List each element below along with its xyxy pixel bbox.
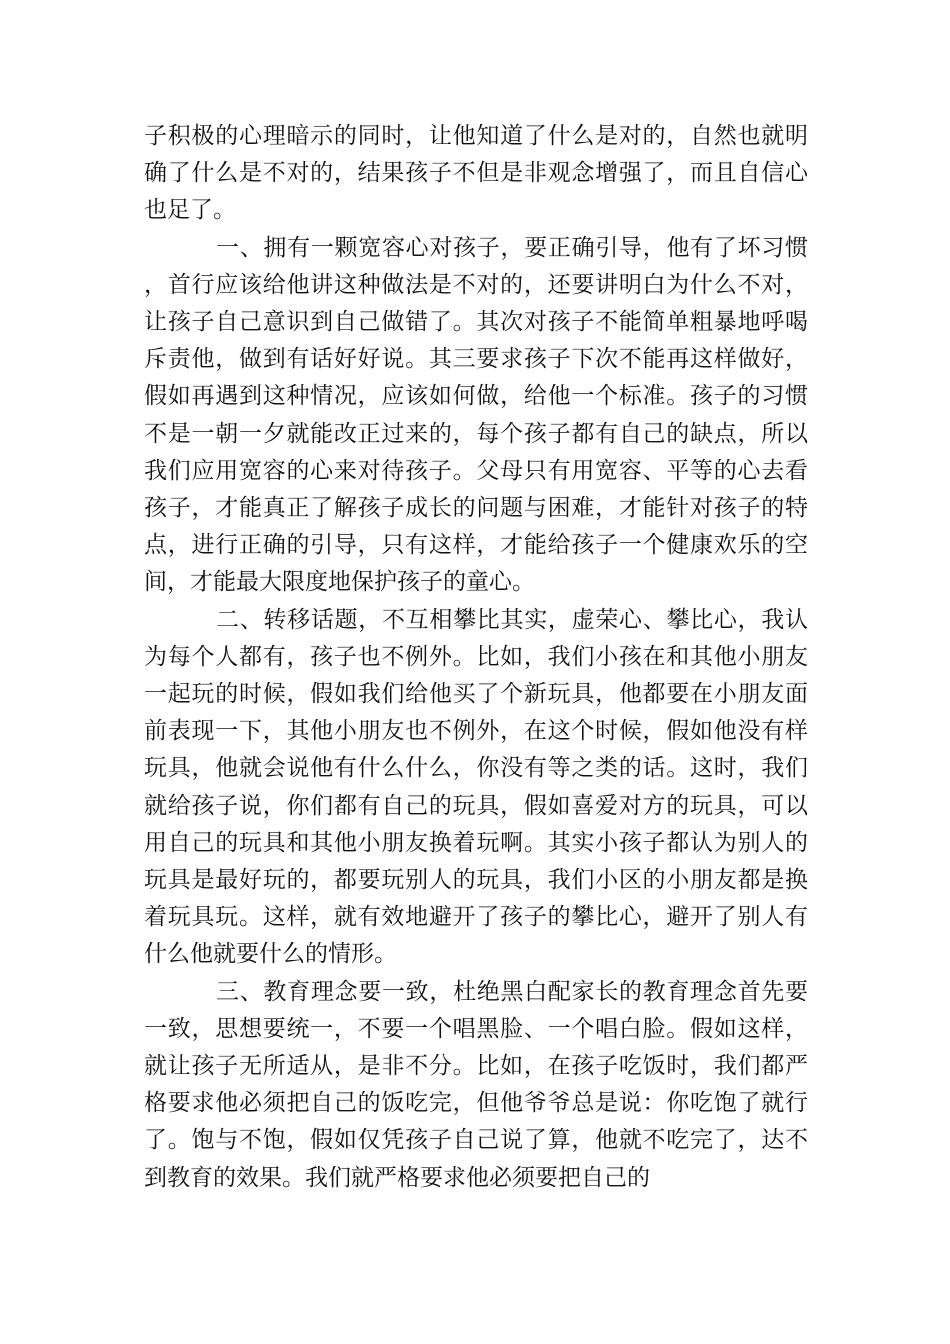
paragraph-tolerance: 一、拥有一颗宽容心对孩子，要正确引导，他有了坏习惯，首行应该给他讲这种做法是不对的，还要讲明白为什么不对，让孩子自己意识到自己做错了。其次对孩子不能简单粗暴地呼喝斥责他，做到有话好好说。其三要求孩子下次不能再这样做好，假如再遇到这种情况，应该如何做，给他一个标准。孩子的习惯不是一朝一夕就能改正过来的，每个孩子都有自己的缺点，所以我们应用宽容的心来对待孩子。父母只有用宽容、平等的心去看孩子，才能真正了解孩子成长的问题与困难，才能针对孩子的特点，进行正确的引导，只有这样，才能给孩子一个健康欢乐的空间，才能最大限度地保护孩子的童心。 [144,234,808,596]
paragraph-no-comparison: 二、转移话题，不互相攀比其实，虚荣心、攀比心，我认为每个人都有，孩子也不例外。比如，我们小孩在和其他小朋友一起玩的时候，假如我们给他买了个新玩具，他都要在小朋友面前表现一下，其他小朋友也不例外，在这个时候，假如他没有样玩具，他就会说他有什么什么，你没有等之类的话。这时，我们就给孩子说，你们都有自己的玩具，假如喜爱对方的玩具，可以用自己的玩具和其他小朋友换着玩啊。其实小孩子都认为别人的玩具是最好玩的，都要玩别人的玩具，我们小区的小朋友都是换着玩具玩。这样，就有效地避开了孩子的攀比心，避开了别人有什么他就要什么的情形。 [144,606,808,968]
paragraph-continuation: 子积极的心理暗示的同时，让他知道了什么是对的，自然也就明确了什么是不对的，结果孩子不但是非观念增强了，而且自信心也足了。 [144,123,808,224]
body-text [144,118,808,1197]
paragraph-consistent-education: 三、教育理念要一致，杜绝黑白配家长的教育理念首先要一致，思想要统一，不要一个唱黑脸、一个唱白脸。假如这样，就让孩子无所适从，是非不分。比如，在孩子吃饭时，我们都严格要求他必须把自己的饭吃完，但他爷爷总是说：你吃饱了就行了。饱与不饱，假如仅凭孩子自己说了算，他就不吃完了，达不到教育的效果。我们就严格要求他必须要把自己的 [144,978,808,1191]
